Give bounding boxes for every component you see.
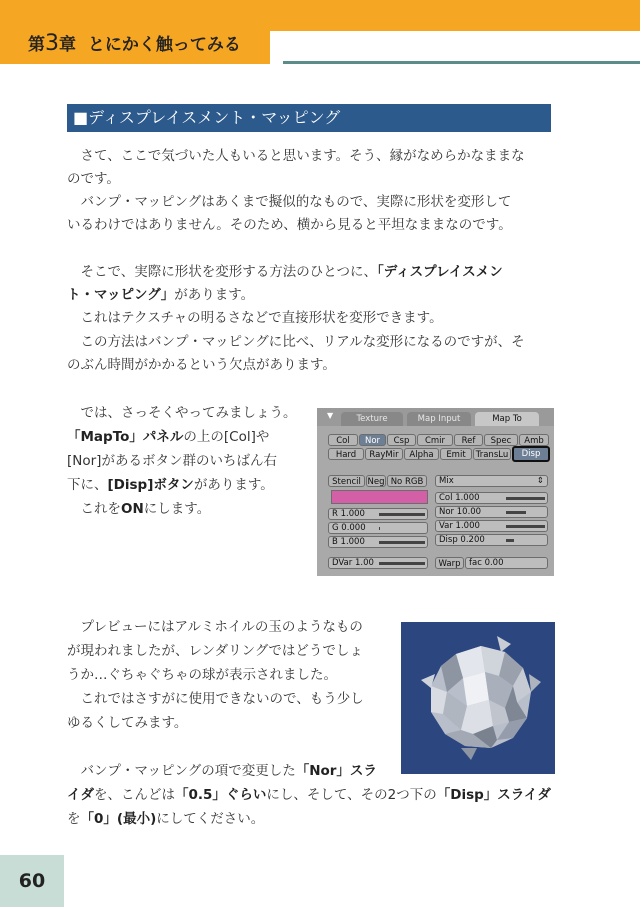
chapter-number: 3 xyxy=(45,31,59,56)
body-line: これはテクスチャの明るさなどで直接形状を変形できます。 xyxy=(67,310,443,326)
header-rule xyxy=(283,61,640,64)
chapter-suffix: 章 xyxy=(59,35,76,55)
body-line xyxy=(67,474,274,498)
text-bold: 「Disp」スライダ xyxy=(436,787,551,803)
blend-mode-select[interactable] xyxy=(435,475,548,487)
b-slider-label: B 1.000 xyxy=(332,537,365,547)
body-line: これではさすがに使用できないので、もう少し xyxy=(67,691,364,707)
body-line: この方法はバンプ・マッピングに比べ、リアルな変形になるのですが、そ xyxy=(67,334,525,350)
text-bold: 「MapTo」パネル xyxy=(67,429,184,445)
text-run: 下に、 xyxy=(67,477,108,493)
body-line: のです。 xyxy=(67,171,120,187)
text-bold: 「Nor」スラ xyxy=(295,763,377,779)
body-line xyxy=(67,261,503,285)
text-run: を xyxy=(67,811,81,827)
header-band xyxy=(0,0,640,31)
section-heading: ■ディスプレイスメント・マッピング xyxy=(67,104,551,132)
csp-button[interactable]: Csp xyxy=(387,434,416,446)
body-line: プレビューにはアルミホイルの玉のようなもの xyxy=(67,619,363,635)
raymir-button[interactable]: RayMir xyxy=(365,448,403,460)
slider-fill xyxy=(379,513,425,516)
body-line: が現われましたが、レンダリングではどうでしょ xyxy=(67,643,363,659)
warp-button[interactable]: Warp xyxy=(435,557,464,569)
var-slider[interactable] xyxy=(435,520,548,532)
col-slider[interactable] xyxy=(435,492,548,504)
color-swatch[interactable] xyxy=(331,490,428,504)
var-slider-label: Var 1.000 xyxy=(439,521,480,531)
fac-slider[interactable] xyxy=(465,557,548,569)
text-bold: [Disp]ボタン xyxy=(107,477,194,493)
nor-slider[interactable] xyxy=(435,506,548,518)
text-run: があります。 xyxy=(174,287,255,303)
text-run: の上の[Col]や xyxy=(183,429,270,445)
body-line: では、さっそくやってみましょう。 xyxy=(67,405,297,421)
tab-texture[interactable]: Texture xyxy=(341,412,403,426)
emit-button[interactable]: Emit xyxy=(440,448,472,460)
fac-slider-label: fac 0.00 xyxy=(469,558,504,568)
slider-fill xyxy=(379,541,425,544)
neg-button[interactable]: Neg xyxy=(367,477,385,487)
body-line xyxy=(67,760,377,784)
disp-slider-label: Disp 0.200 xyxy=(439,535,485,545)
dvar-slider-label: DVar 1.00 xyxy=(332,558,374,568)
text-run: にし、そして、その2つ下の xyxy=(266,787,437,803)
panel-tab-bar xyxy=(317,408,554,426)
col-button[interactable]: Col xyxy=(328,434,358,446)
col-slider-label: Col 1.000 xyxy=(439,493,480,503)
text-run: にします。 xyxy=(143,501,211,517)
tab-map-to[interactable]: Map To xyxy=(475,412,539,426)
collapse-triangle-icon[interactable]: ▼ xyxy=(327,411,334,420)
text-bold: ト・マッピング」 xyxy=(67,287,175,303)
translu-button[interactable]: TransLu xyxy=(473,448,511,460)
slider-fill xyxy=(506,497,545,500)
blend-mode-value: Mix xyxy=(439,476,454,486)
updown-arrow-icon: ⇕ xyxy=(536,476,544,486)
spec-button[interactable]: Spec xyxy=(484,434,518,446)
text-bold: イダ xyxy=(67,787,94,803)
slider-fill xyxy=(506,511,526,514)
r-slider-label: R 1.000 xyxy=(332,509,365,519)
slider-fill xyxy=(506,525,545,528)
body-line xyxy=(67,426,269,450)
slider-fill xyxy=(379,562,425,565)
text-run: これを xyxy=(67,501,121,517)
text-run: があります。 xyxy=(193,477,274,493)
nor-slider-label: Nor 10.00 xyxy=(439,507,482,517)
g-slider[interactable] xyxy=(328,522,428,534)
body-line xyxy=(67,284,254,308)
text-run: にしてください。 xyxy=(156,811,265,827)
amb-button[interactable]: Amb xyxy=(519,434,549,446)
crumpled-sphere-render xyxy=(401,622,555,774)
body-line: さて、ここで気づいた人もいると思います。そう、縁がなめらかなままな xyxy=(67,148,525,164)
chapter-title: とにかく触ってみる xyxy=(87,35,241,55)
chapter-prefix: 第 xyxy=(28,35,45,55)
render-preview xyxy=(401,622,555,774)
body-line xyxy=(67,784,551,808)
text-bold: ON xyxy=(121,501,144,517)
b-slider[interactable] xyxy=(328,536,428,548)
disp-slider[interactable] xyxy=(435,534,548,546)
ref-button[interactable]: Ref xyxy=(454,434,483,446)
tab-map-input[interactable]: Map Input xyxy=(407,412,471,426)
g-slider-label: G 0.000 xyxy=(332,523,366,533)
r-slider[interactable] xyxy=(328,508,428,520)
hard-button[interactable]: Hard xyxy=(328,448,364,460)
disp-button[interactable]: Disp xyxy=(512,446,550,462)
alpha-button[interactable]: Alpha xyxy=(404,448,439,460)
slider-fill xyxy=(379,527,380,530)
body-line xyxy=(67,498,210,522)
cmir-button[interactable]: Cmir xyxy=(417,434,453,446)
body-line: ゆるくしてみます。 xyxy=(67,715,188,731)
body-line: うか…ぐちゃぐちゃの球が表示されました。 xyxy=(67,667,337,683)
nor-button[interactable]: Nor xyxy=(359,434,386,446)
chapter-heading xyxy=(28,30,241,56)
body-line: [Nor]があるボタン群のいちばん右 xyxy=(67,453,277,469)
text-bold: 「0」(最小) xyxy=(80,811,157,827)
stencil-button[interactable]: Stencil xyxy=(328,475,365,487)
page-number: 60 xyxy=(0,855,64,907)
no-rgb-button[interactable]: No RGB xyxy=(387,475,427,487)
body-line: バンプ・マッピングはあくまで擬似的なもので、実際に形状を変形して xyxy=(67,194,512,210)
body-line: いるわけではありません。そのため、横から見ると平坦なままなのです。 xyxy=(67,217,512,233)
slider-fill xyxy=(506,539,514,542)
text-bold: 「ディスプレイスメン xyxy=(376,264,503,280)
text-run: バンプ・マッピングの項で変更した xyxy=(67,763,296,779)
text-run: を、こんどは xyxy=(94,787,175,803)
body-line: のぶん時間がかかるという欠点があります。 xyxy=(67,357,336,373)
dvar-slider[interactable] xyxy=(328,557,428,569)
body-line xyxy=(67,808,264,832)
text-bold: 「0.5」ぐらい xyxy=(175,787,267,803)
text-run: そこで、実際に形状を変形する方法のひとつに、 xyxy=(67,264,377,280)
